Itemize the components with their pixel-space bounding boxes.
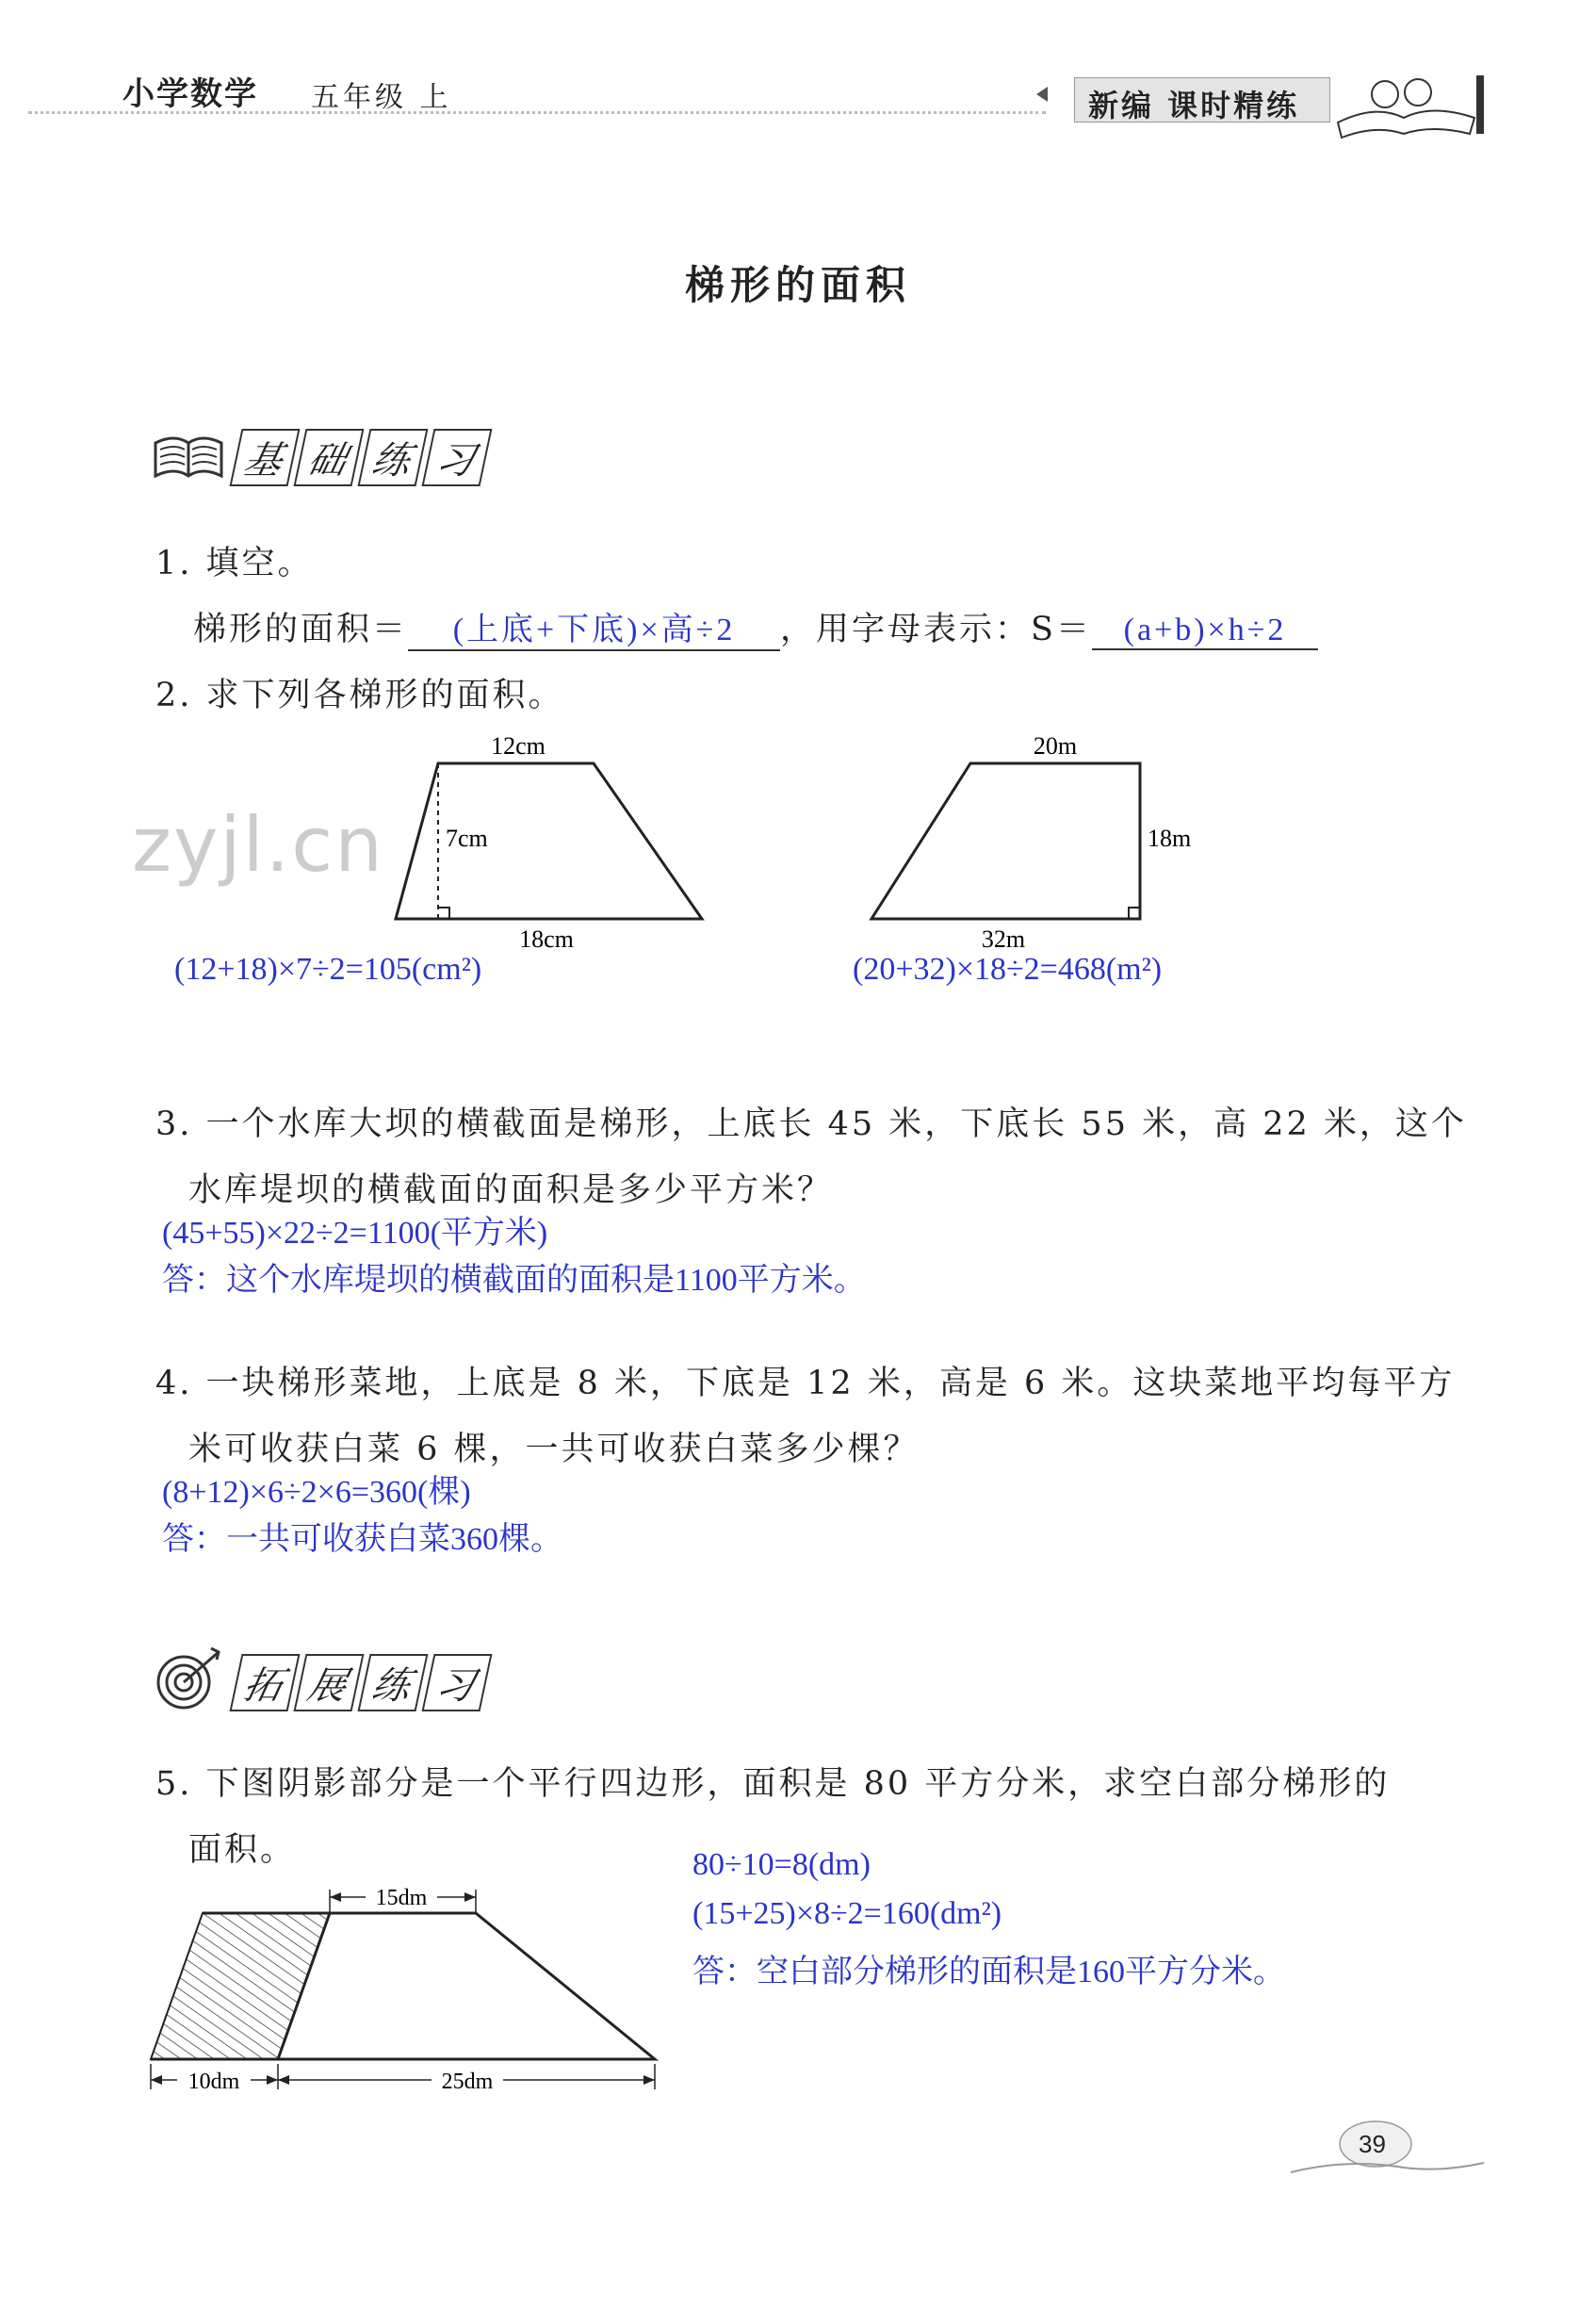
section-extend-title <box>236 1654 492 1711</box>
q2-fig2-bottom: 32m <box>981 925 1026 952</box>
q2-stem: 2. 求下列各梯形的面积。 <box>155 677 564 714</box>
q5-line1: 5. 下图阴影部分是一个平行四边形，面积是 80 平方分米，求空白部分梯形的 <box>155 1765 1391 1803</box>
header-grade: 五年级 上 <box>311 81 452 114</box>
section-extend-char: 练 <box>358 1654 429 1711</box>
q1-answer1: (上底+下底)×高÷2 <box>408 603 780 651</box>
section-basic-char: 习 <box>422 429 493 486</box>
q3-answer2: 答：这个水库堤坝的横截面的面积是1100平方米。 <box>162 1263 866 1298</box>
page-number: 39 <box>1359 2130 1386 2158</box>
section-basic-char: 基 <box>230 429 301 486</box>
q1-stem: 1. 填空。 <box>155 545 314 582</box>
q5-line2: 面积。 <box>188 1831 297 1869</box>
q3-answer1: (45+55)×22÷2=1100(平方米) <box>162 1216 548 1251</box>
q5-fig-left-bottom: 10dm <box>187 2070 240 2094</box>
triangle-arrow-icon <box>1036 87 1048 102</box>
section-extend-char: 拓 <box>230 1654 301 1711</box>
q2-fig1-top: 12cm <box>491 732 546 760</box>
page-title: 梯形的面积 <box>684 262 911 308</box>
q1-middle: ，用字母表示：S＝ <box>780 611 1092 648</box>
q2-answer1: (12+18)×7÷2=105(cm²) <box>174 952 482 987</box>
q4-line2: 米可收获白菜 6 棵，一共可收获白菜多少棵？ <box>188 1431 920 1468</box>
section-basic-char: 础 <box>294 429 365 486</box>
q3-line1: 3. 一个水库大坝的横截面是梯形，上底长 45 米，下底长 55 米，高 22 米，这个 <box>155 1105 1467 1143</box>
q2-answer2: (20+32)×18÷2=468(m²) <box>853 952 1163 987</box>
q4-answer2: 答：一共可收获白菜360棵。 <box>162 1522 562 1557</box>
header-subject: 小学数学 <box>122 75 258 113</box>
q2-trapezoid-1 <box>377 726 735 952</box>
q3-line2: 水库堤坝的横截面的面积是多少平方米？ <box>188 1171 834 1209</box>
watermark: zyjl.cn <box>132 801 384 889</box>
section-extend-char: 习 <box>422 1654 493 1711</box>
q5-answer1: 80÷10=8(dm) <box>692 1847 871 1882</box>
q2-trapezoid-2 <box>848 726 1225 952</box>
q1-answer2: (a+b)×h÷2 <box>1092 613 1318 650</box>
book-mascot-icon <box>1328 66 1489 141</box>
q1-line <box>193 603 1318 651</box>
q5-fig-right-bottom: 25dm <box>441 2070 494 2094</box>
q5-figure <box>141 1871 669 2106</box>
header-divider <box>28 111 1046 114</box>
page-number-decoration <box>1291 2116 1489 2182</box>
q4-line1: 4. 一块梯形菜地，上底是 8 米，下底是 12 米，高是 6 米。这块菜地平均每平方 <box>155 1365 1456 1402</box>
section-extend-char: 展 <box>294 1654 365 1711</box>
target-icon <box>151 1645 226 1711</box>
q4-answer1: (8+12)×6÷2×6=360(棵) <box>162 1475 471 1510</box>
header-series-box <box>1074 77 1330 123</box>
section-basic-char: 练 <box>358 429 429 486</box>
q2-fig1-bottom: 18cm <box>519 925 574 952</box>
q1-prefix: 梯形的面积＝ <box>193 611 409 648</box>
open-book-icon <box>151 429 226 485</box>
header-series: 新编 课时精练 <box>1088 88 1300 123</box>
q5-answer2: (15+25)×8÷2=160(dm²) <box>692 1896 1002 1931</box>
q2-fig1-height: 7cm <box>446 825 488 852</box>
section-basic-title <box>236 429 492 486</box>
q2-fig2-height: 18m <box>1148 825 1192 852</box>
q2-fig2-top: 20m <box>1033 732 1078 760</box>
q5-answer3: 答：空白部分梯形的面积是160平方分米。 <box>692 1955 1285 1989</box>
q5-fig-top: 15dm <box>375 1886 428 1910</box>
